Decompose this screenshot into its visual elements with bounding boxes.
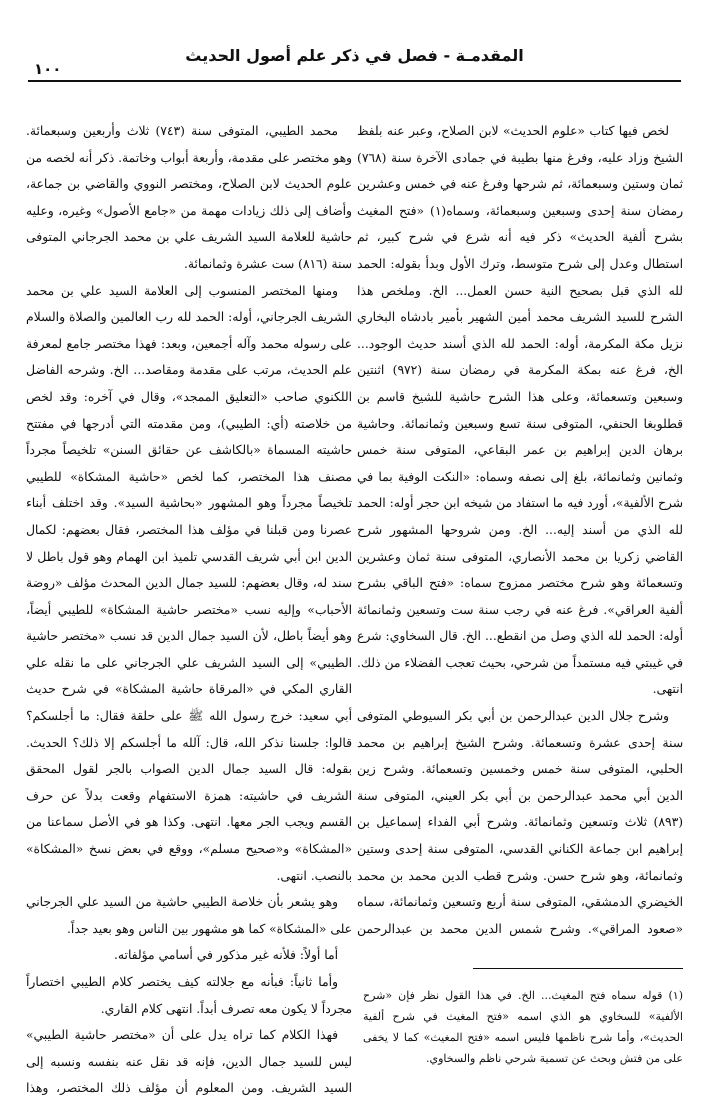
paragraph: وأما ثانياً: فبأنه مع جلالته كيف يختصر كلام الطيبي اختصاراً مجرداً لا يكون معه تصرف أبداً. انتهى كلام القاري. — [26, 975, 352, 1016]
paragraph: فهذا الكلام كما تراه يدل على أن «مختصر حاشية الطيبي» ليس للسيد جمال الدين، فإنه قد نقل عنه بنفسه ونسبه إلى السيد الشريف. ومن المعلوم أن مؤلف ذلك المختصر، وهذا — [26, 1028, 352, 1096]
left-text-column — [26, 118, 352, 1108]
paragraph: وهو يشعر بأن خلاصة الطيبي حاشية من السيد علي الجرجاني على «المشكاة» كما هو مشهور بين الناس وهو بعيد جداً. — [26, 895, 352, 936]
footnote-separator — [473, 968, 683, 969]
running-header — [28, 40, 681, 76]
paragraph: وشرح جلال الدين عبدالرحمن بن أبي بكر السيوطي المتوفى سنة إحدى عشرة وتسعمائة. وشرح الشيخ إبراهيم بن محمد الحلبي، المتوفى سنة خمس وخمسين وتسعمائة. وشرح زين الدين أبي محمد عبدالرحمن بن أبي بكر العيني، المتوفى سنة (٨٩٣) ثلاث وتسعين وثمانمائة. وشرح أبي الفداء إسماعيل بن إبراهيم ابن جماعة الكناني القدسي، المتوفى سنة إحدى وستين وثمانمائة، وهو شرح حسن. وشرح قطب الدين محمد بن محمد الخيضري الدمشقي، المتوفى سنة أربع وتسعين وثمانمائة، سماه «صعود المراقي». وشرح شمس الدين محمد بن عبدالرحمن — [357, 709, 683, 936]
page-number: ١٠٠ — [34, 60, 62, 78]
paragraph: ومنها المختصر المنسوب إلى العلامة السيد علي بن محمد الشريف الجرجاني، أوله: الحمد لله رب العالمين والصلاة والسلام على رسوله محمد وآله أجمعين، وبعد: فهذا مختصر جامع لمعرفة علم الحديث، مرتب على مقدمة ومقاصد... الخ. وشرحه الفاضل اللكنوي صاحب «التعليق الممجد»، وقال في آخره: وقد لخص من خلاصته (أي: الطيبي)، ومن مقدمته التي أدرجها في مفتتح حاشيته المسماة «بالكاشف عن حقائق السنن» تلخيصاً مجرداً مصنف هذا المختصر، كما لخص «حاشية المشكاة» للطيبي تلخيصاً مجرداً وهو المشهور «بحاشية السيد». وقد اختلف أبناء عصرنا ومن قبلنا في مؤلف هذا المختصر، فقال بعضهم: لكمال الدين ابن أبي شريف القدسي تلميذ ابن الهمام وهو قول باطل لا سند له، وقال بعضهم: للسيد جمال الدين المحدث مؤلف «روضة الأحباب» وإليه نسب «مختصر حاشية المشكاة» للطيبي أيضاً، وهو أيضاً باطل، لأن السيد جمال الدين قد نسب «مختصر حاشية الطيبي» إلى السيد الشريف علي الجرجاني على ما نقله علي القاري المكي في «المرقاة حاشية المشكاة» في شرح حديث أبي سعيد: خرج رسول الله ﷺ على حلقة فقال: ما أجلسكم؟ قالوا: جلسنا نذكر الله، قال: آلله ما أجلسكم إلا ذلك؟ الحديث. بقوله: قال السيد جمال الدين الصواب بالجر لقول المحقق الشريف في حاشيته: همزة الاستفهام وقعت بدلاً عن حرف القسم ويجب الجر معها. انتهى. وكذا هو في الأصل سماعنا من «المشكاة» و«صحيح مسلم»، ووقع في بعض نسخ «المشكاة» بالنصب. انتهى. — [26, 283, 352, 883]
paragraph: لخص فيها كتاب «علوم الحديث» لابن الصلاح، وعبر عنه بلفظ الشيخ وزاد عليه، وفرغ منها بطيبة في جمادى الآخرة سنة (٧٦٨) ثمان وستين وسبعمائة، ثم شرحها وفرغ عنه في خمس وعشرين رمضان سنة إحدى وسبعين وسبعمائة، وسماه(١) «فتح المغيث بشرح ألفية الحديث» ذكر فيه أنه شرع في شرح كبير، ثم استطال وعدل إلى شرح متوسط، وترك الأول وبدأ بقوله: الحمد لله الذي قبل بصحيح النية حسن العمل... الخ. وملخص هذا الشرح للسيد الشريف محمد أمين الشهير بأمير بادشاه البخاري نزيل مكة المكرمة، أوله: الحمد لله الذي أسند حديث الوجود... الخ، فرغ عنه بمكة المكرمة في رمضان سنة (٩٧٢) اثنتين وسبعين وتسعمائة، وعلى هذا الشرح حاشية للشيخ قاسم بن قطلوبغا الحنفي، المتوفى سنة تسع وسبعين وثمانمائة. وحاشية برهان الدين إبراهيم بن عمر البقاعي، المتوفى سنة خمس وثمانين وثمانمائة، بلغ إلى نصفه وسماه: «النكت الوفية بما في شرح الألفية»، أورد فيه ما استفاد من شيخه ابن حجر أوله: الحمد لله الذي من أسند إليه... الخ. ومن شروحها المشهور شرح القاضي زكريا بن محمد الأنصاري، المتوفى سنة ثمان وعشرين وتسعمائة وهو شرح مختصر ممزوج سماه: «فتح الباقي بشرح ألفية العراقي». فرغ عنه في رجب سنة ست وتسعين وثمانمائة أوله: الحمد لله الذي وصل من انقطع... الخ. قال السخاوي: شرع في غيبتي فيه مستمداً من شرحي، بحيث تعجب الفضلاء من ذلك. انتهى. — [357, 124, 683, 697]
header-title: المقدمـة - فصل في ذكر علم أصول الحديث — [185, 46, 524, 65]
paragraph: محمد الطيبي، المتوفى سنة (٧٤٣) ثلاث وأربعين وسبعمائة. وهو مختصر على مقدمة، وأربعة أبواب وخاتمة. ذكر أنه لخصه من علوم الحديث لابن الصلاح، ومختصر النووي والقاضي بن جماعة، وأضاف إلى ذلك زيادات مهمة من «جامع الأصول» وغيره، وعليه حاشية للعلامة السيد الشريف علي بن محمد الجرجاني المتوفى سنة (٨١٦) ست عشرة وثمانمائة. — [26, 124, 352, 271]
footnote: (١) قوله سماه فتح المغيث... الخ. في هذا القول نظر فإن «شرح الألفية» للسخاوي هو الذي اسمه «فتح المغيث في شرح ألفية الحديث»، وأما شرح ناظمها فليس اسمه «فتح المغيث» كما لا يخفى على من فتش وبحث عن تسمية شرحي ناظم والسخاوي. — [363, 989, 683, 1065]
header-rule — [28, 80, 681, 82]
paragraph: أما أولاً: فلأنه غير مذكور في أسامي مؤلفاته. — [114, 948, 338, 963]
right-text-column — [357, 118, 683, 948]
